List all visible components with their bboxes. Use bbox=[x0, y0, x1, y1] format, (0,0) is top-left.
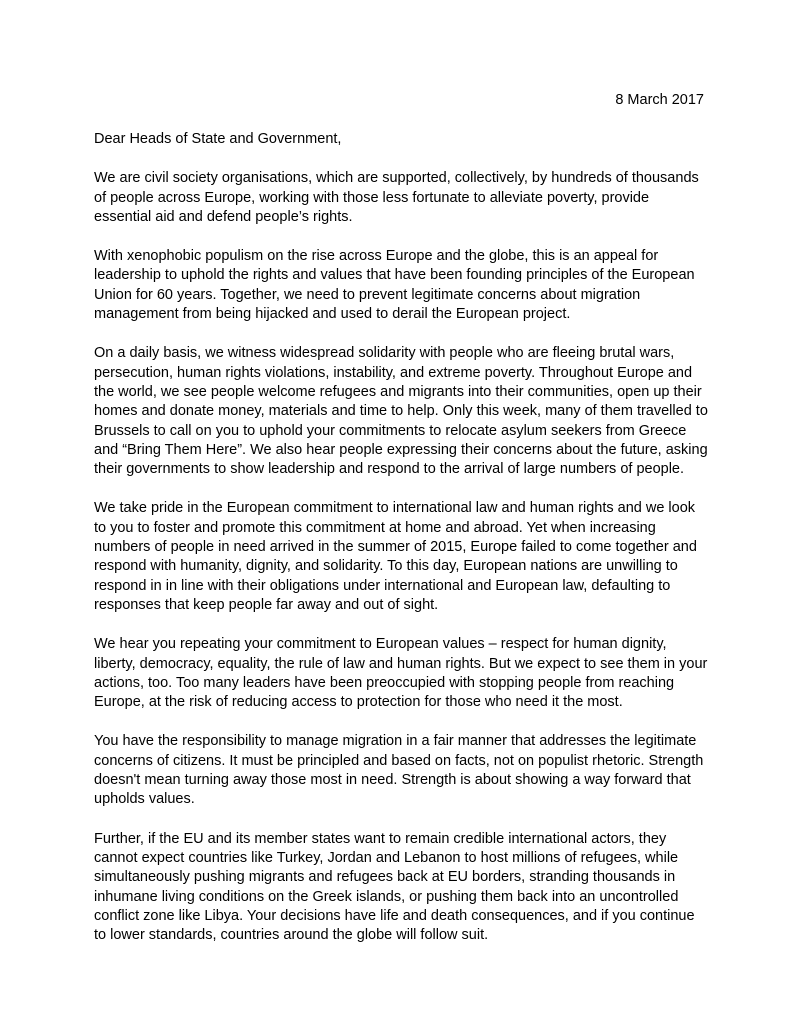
paragraph-4 bbox=[94, 499, 704, 615]
paragraph-line: You have the responsibility to manage migration in a fair manner that addresses the legitimate bbox=[94, 733, 697, 750]
paragraph-line: conflict zone like Libya. Your decisions have life and death consequences, and if you continue bbox=[94, 907, 695, 924]
paragraph-line: to you to foster and promote this commitment at home and abroad. Yet when increasing bbox=[94, 519, 656, 536]
paragraph-line: essential aid and defend people’s rights. bbox=[94, 208, 353, 225]
paragraph-line: doesn't mean turning away those most in need. Strength is about showing a way forward that bbox=[94, 772, 691, 789]
paragraph-line: We take pride in the European commitment to international law and human rights and we look bbox=[94, 500, 696, 517]
paragraph-line: numbers of people in need arrived in the summer of 2015, Europe failed to come together and bbox=[94, 539, 697, 556]
letter-salutation: Dear Heads of State and Government, bbox=[94, 131, 342, 147]
paragraph-line: Brussels to call on you to uphold your commitments to relocate asylum seekers from Greece bbox=[94, 422, 687, 439]
paragraph-3 bbox=[94, 344, 708, 479]
paragraph-line: simultaneously pushing migrants and refugees back at EU borders, stranding thousands in bbox=[94, 869, 676, 886]
paragraph-line: cannot expect countries like Turkey, Jordan and Lebanon to host millions of refugees, while bbox=[94, 849, 679, 866]
paragraph-2 bbox=[94, 247, 704, 324]
paragraph-line: their governments to show leadership and respond to the arrival of large numbers of people. bbox=[94, 461, 685, 478]
paragraph-line: persecution, human rights violations, instability, and extreme poverty. Throughout Europe and bbox=[94, 364, 693, 381]
paragraph-7 bbox=[94, 830, 704, 946]
paragraph-1 bbox=[94, 169, 704, 227]
paragraph-line: Further, if the EU and its member states want to remain credible international actors, they bbox=[94, 830, 667, 847]
paragraph-line: actions, too. Too many leaders have been preoccupied with stopping people from reaching bbox=[94, 674, 675, 691]
paragraph-line: liberty, democracy, equality, the rule of law and human rights. But we expect to see them in your bbox=[94, 655, 708, 672]
paragraph-line: respond with humanity, dignity, and solidarity. To this day, European nations are unwilling to bbox=[94, 558, 678, 575]
paragraph-line: On a daily basis, we witness widespread solidarity with people who are fleeing brutal wars, bbox=[94, 345, 675, 362]
paragraph-line: of people across Europe, working with those less fortunate to alleviate poverty, provide bbox=[94, 189, 650, 206]
paragraph-line: homes and donate money, materials and time to help. Only this week, many of them travelled to bbox=[94, 403, 708, 420]
paragraph-line: the world, we see people welcome refugees and migrants into their communities, open up their bbox=[94, 383, 702, 400]
paragraph-line: leadership to uphold the rights and values that have been founding principles of the European bbox=[94, 267, 695, 284]
paragraph-line: With xenophobic populism on the rise across Europe and the globe, this is an appeal for bbox=[94, 248, 659, 265]
paragraph-line: Europe, at the risk of reducing access to protection for those who need it the most. bbox=[94, 694, 623, 711]
letter-date: 8 March 2017 bbox=[615, 92, 704, 108]
paragraph-line: upholds values. bbox=[94, 791, 195, 808]
paragraph-5 bbox=[94, 635, 708, 712]
paragraph-line: inhumane living conditions on the Greek islands, or pushing them back into an uncontrolled bbox=[94, 888, 679, 905]
paragraph-line: to lower standards, countries around the globe will follow suit. bbox=[94, 927, 489, 944]
letter-body bbox=[94, 91, 708, 945]
paragraph-line: concerns of citizens. It must be principled and based on facts, not on populist rhetoric. Strength bbox=[94, 752, 704, 769]
paragraph-line: management from being hijacked and used to derail the European project. bbox=[94, 306, 571, 323]
paragraph-line: respond in in line with their obligations under international and European law, defaulting to bbox=[94, 577, 671, 594]
paragraph-6 bbox=[94, 732, 704, 809]
paragraph-line: We hear you repeating your commitment to European values – respect for human dignity, bbox=[94, 636, 667, 653]
paragraph-line: Union for 60 years. Together, we need to prevent legitimate concerns about migration bbox=[94, 286, 641, 303]
paragraph-line: We are civil society organisations, which are supported, collectively, by hundreds of thousands bbox=[94, 170, 699, 187]
paragraph-line: responses that keep people far away and out of sight. bbox=[94, 596, 439, 613]
paragraph-line: and “Bring Them Here”. We also hear people expressing their concerns about the future, asking bbox=[94, 441, 708, 458]
